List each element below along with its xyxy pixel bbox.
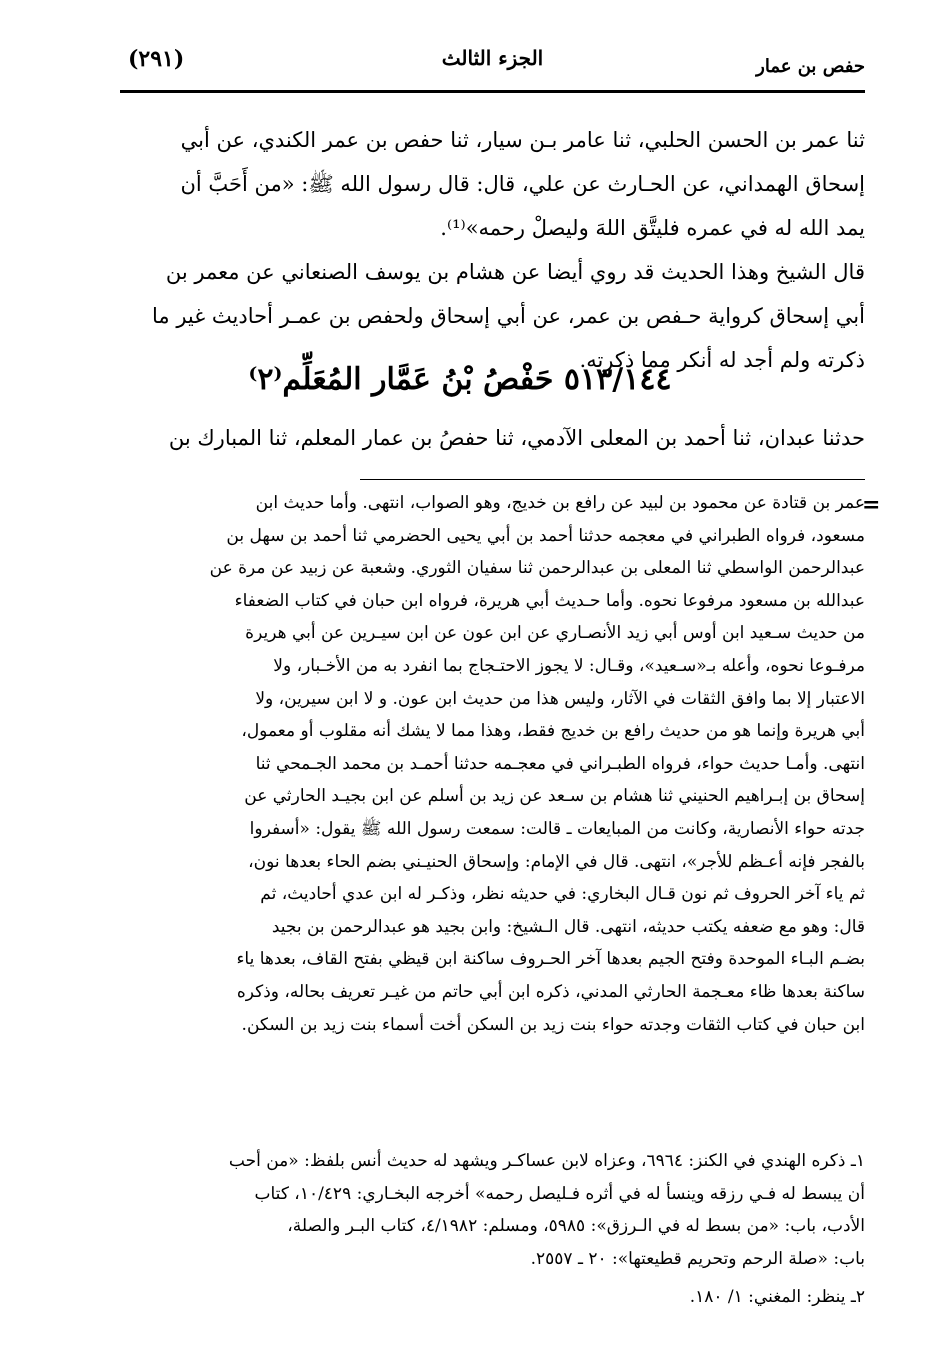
volume-title: الجزء الثالث [441, 46, 544, 70]
note-line: بضـم البـاء الموحدة وفتح الجيم بعدها آخر الحـروف ساكنة ابن قيظي بفتح القاف، بعدها ياء [236, 949, 865, 970]
note-line: من حديث سـعيد ابن أوس أبي زيد الأنصـاري عن ابن عون عن ابن سيـرين عن أبي هريرة [245, 623, 865, 644]
page-header [120, 40, 865, 93]
entry-title: ٥١٣/١٤٤ حَفْصُ بْنُ عَمَّار المُعَلِّم⁽٢⁾ [248, 362, 672, 397]
footnotes [110, 1145, 865, 1314]
body-line: ذكرته ولم أجد له أنكر مما ذكرته. [579, 348, 865, 372]
footnote-line: الأدب، باب: «من بسط له في الـرزق»: ٥٩٨٥، ومسلم: ٤/١٩٨٢، كتاب البـر والصلة، [287, 1216, 865, 1237]
body-line: ثنا عمر بن الحسن الحلبي، ثنا عامر بـن سيار، ثنا حفص بن عمر الكندي، عن أبي [180, 128, 865, 152]
footnote-line: باب: «صلة الرحم وتحريم قطيعتها»: ٢٠ ـ ٢٥٥٧. [530, 1248, 865, 1269]
footnote-line: ١ـ ذكره الهندي في الكنز: ٦٩٦٤، وعزاه لابن عساكـر ويشهد له حديث أنس بلفظ: «من أحب [228, 1151, 865, 1171]
footnote-divider [360, 479, 865, 480]
footnote-continuation [110, 487, 865, 1041]
note-line: عمر بن قتادة عن محمود بن لبيد عن رافع بن خديج، وهو الصواب، انتهى. وأما حديث ابن [255, 493, 865, 513]
entry-line: حدثنا عبدان، ثنا أحمد بن المعلى الآدمي، ثنا حفصُ بن عمار المعلم، ثنا المبارك بن [168, 426, 865, 450]
note-line: قال: وهو مع ضعفه يكتب حديثه، انتهى. قال الـشيخ: وابن بجيد هو عبدالرحمن بن بجيد [271, 916, 865, 937]
note-line: الاعتبار إلا بما وافق الثقات في الآثار، وليس هذا من حديث ابن عون. و لا ابن سيرين، ولا [255, 688, 865, 709]
footnote-line: أن يبسط له فـي رزقه وينسأ له في أثره فـليصل رحمه» أخرجه البخـاري: ١٠/٤٢٩، كتاب [254, 1183, 865, 1204]
note-line: عبدالرحمن الواسطي ثنا المعلى بن عبدالرحمن ثنا سفيان الثوري. وشعبة عن زبيد عن مرة عن [209, 558, 865, 579]
note-line: ثم ياء آخر الحروف ثم نون قـال البخاري: في حديثه نظر، وذكـر له ابن عدي أحاديث، ثم [260, 884, 865, 905]
body-line: أبي إسحاق كرواية حـفص بن عمر، عن أبي إسحاق ولحفص بن عمـر أحاديث غير ما [152, 304, 865, 328]
running-title: حفص بن عمار [756, 56, 865, 77]
note-line: بالفجر فإنه أعـظم للأجر»، انتهى. قال في الإمام: وإسحاق الحنيـني بضم الحاء بعدها نون، [248, 851, 865, 872]
body-line: يمد الله له في عمره فليتَّق اللهَ وليصلْ رحمه»⁽¹⁾. [440, 216, 865, 240]
note-line: أبي هريرة وإنما هو من حديث رافع بن خديج فقط، وهذا مما لا يشك أنه مقلوب أو معمول، [241, 721, 865, 742]
entry-text [120, 416, 865, 460]
note-line: انتهى. وأمـا حديث حواء، فرواه الطبـراني في معجـمه حدثنا أحمـد بن محمد الجـمحي ثنا [255, 753, 865, 774]
continuation-mark: = [862, 492, 881, 518]
note-line: مسعود، فرواه الطبراني في معجمه حدثنا أحمد بن أبي يحيى الحضرمي ثنا أحمد بن سهل بن [226, 525, 865, 546]
page-number: (٢٩١) [128, 46, 185, 72]
main-text [120, 118, 865, 382]
body-line: إسحاق الهمداني، عن الحـارث عن علي، قال: قال رسول الله ﷺ: «من أَحَبَّ أن [180, 172, 865, 196]
note-line: ساكنة بعدها ظاء معـجمة الحارثي المدني، ذكره ابن أبي حاتم من غيـر تعريف بحاله، وذكره [236, 981, 865, 1002]
footnote-line: ٢ـ ينظر: المغني: ١/ ١٨٠. [689, 1287, 865, 1308]
note-line: مرفـوعا نحوه، وأعله بـ«سـعيد»، وقـال: لا يجوز الاحتـجاج بما انفرد به من الأخـبار، ولا [273, 655, 865, 676]
note-line: إسحاق بن إبـراهيم الحنيني ثنا هشام بن سـعد عن زيد بن أسلم عن ابن بجيـد الحارثي عن [244, 786, 865, 807]
note-line: جدته حواء الأنصارية، وكانت من المبايعات ـ قالت: سمعت رسول الله ﷺ يقول: «أسفروا [249, 818, 865, 839]
note-line: عبدالله بن مسعود مرفوعا نحوه. وأما حـديث أبي هريرة، فرواه ابن حبان في كتاب الضعفاء [234, 590, 865, 611]
note-line: ابن حبان في كتاب الثقات وجدته حواء بنت زيد بن السكن أخت أسماء بنت زيد بن السكن. [241, 1014, 865, 1035]
body-line: قال الشيخ وهذا الحديث قد روي أيضا عن هشام بن يوسف الصنعاني عن معمر بن [165, 260, 865, 284]
